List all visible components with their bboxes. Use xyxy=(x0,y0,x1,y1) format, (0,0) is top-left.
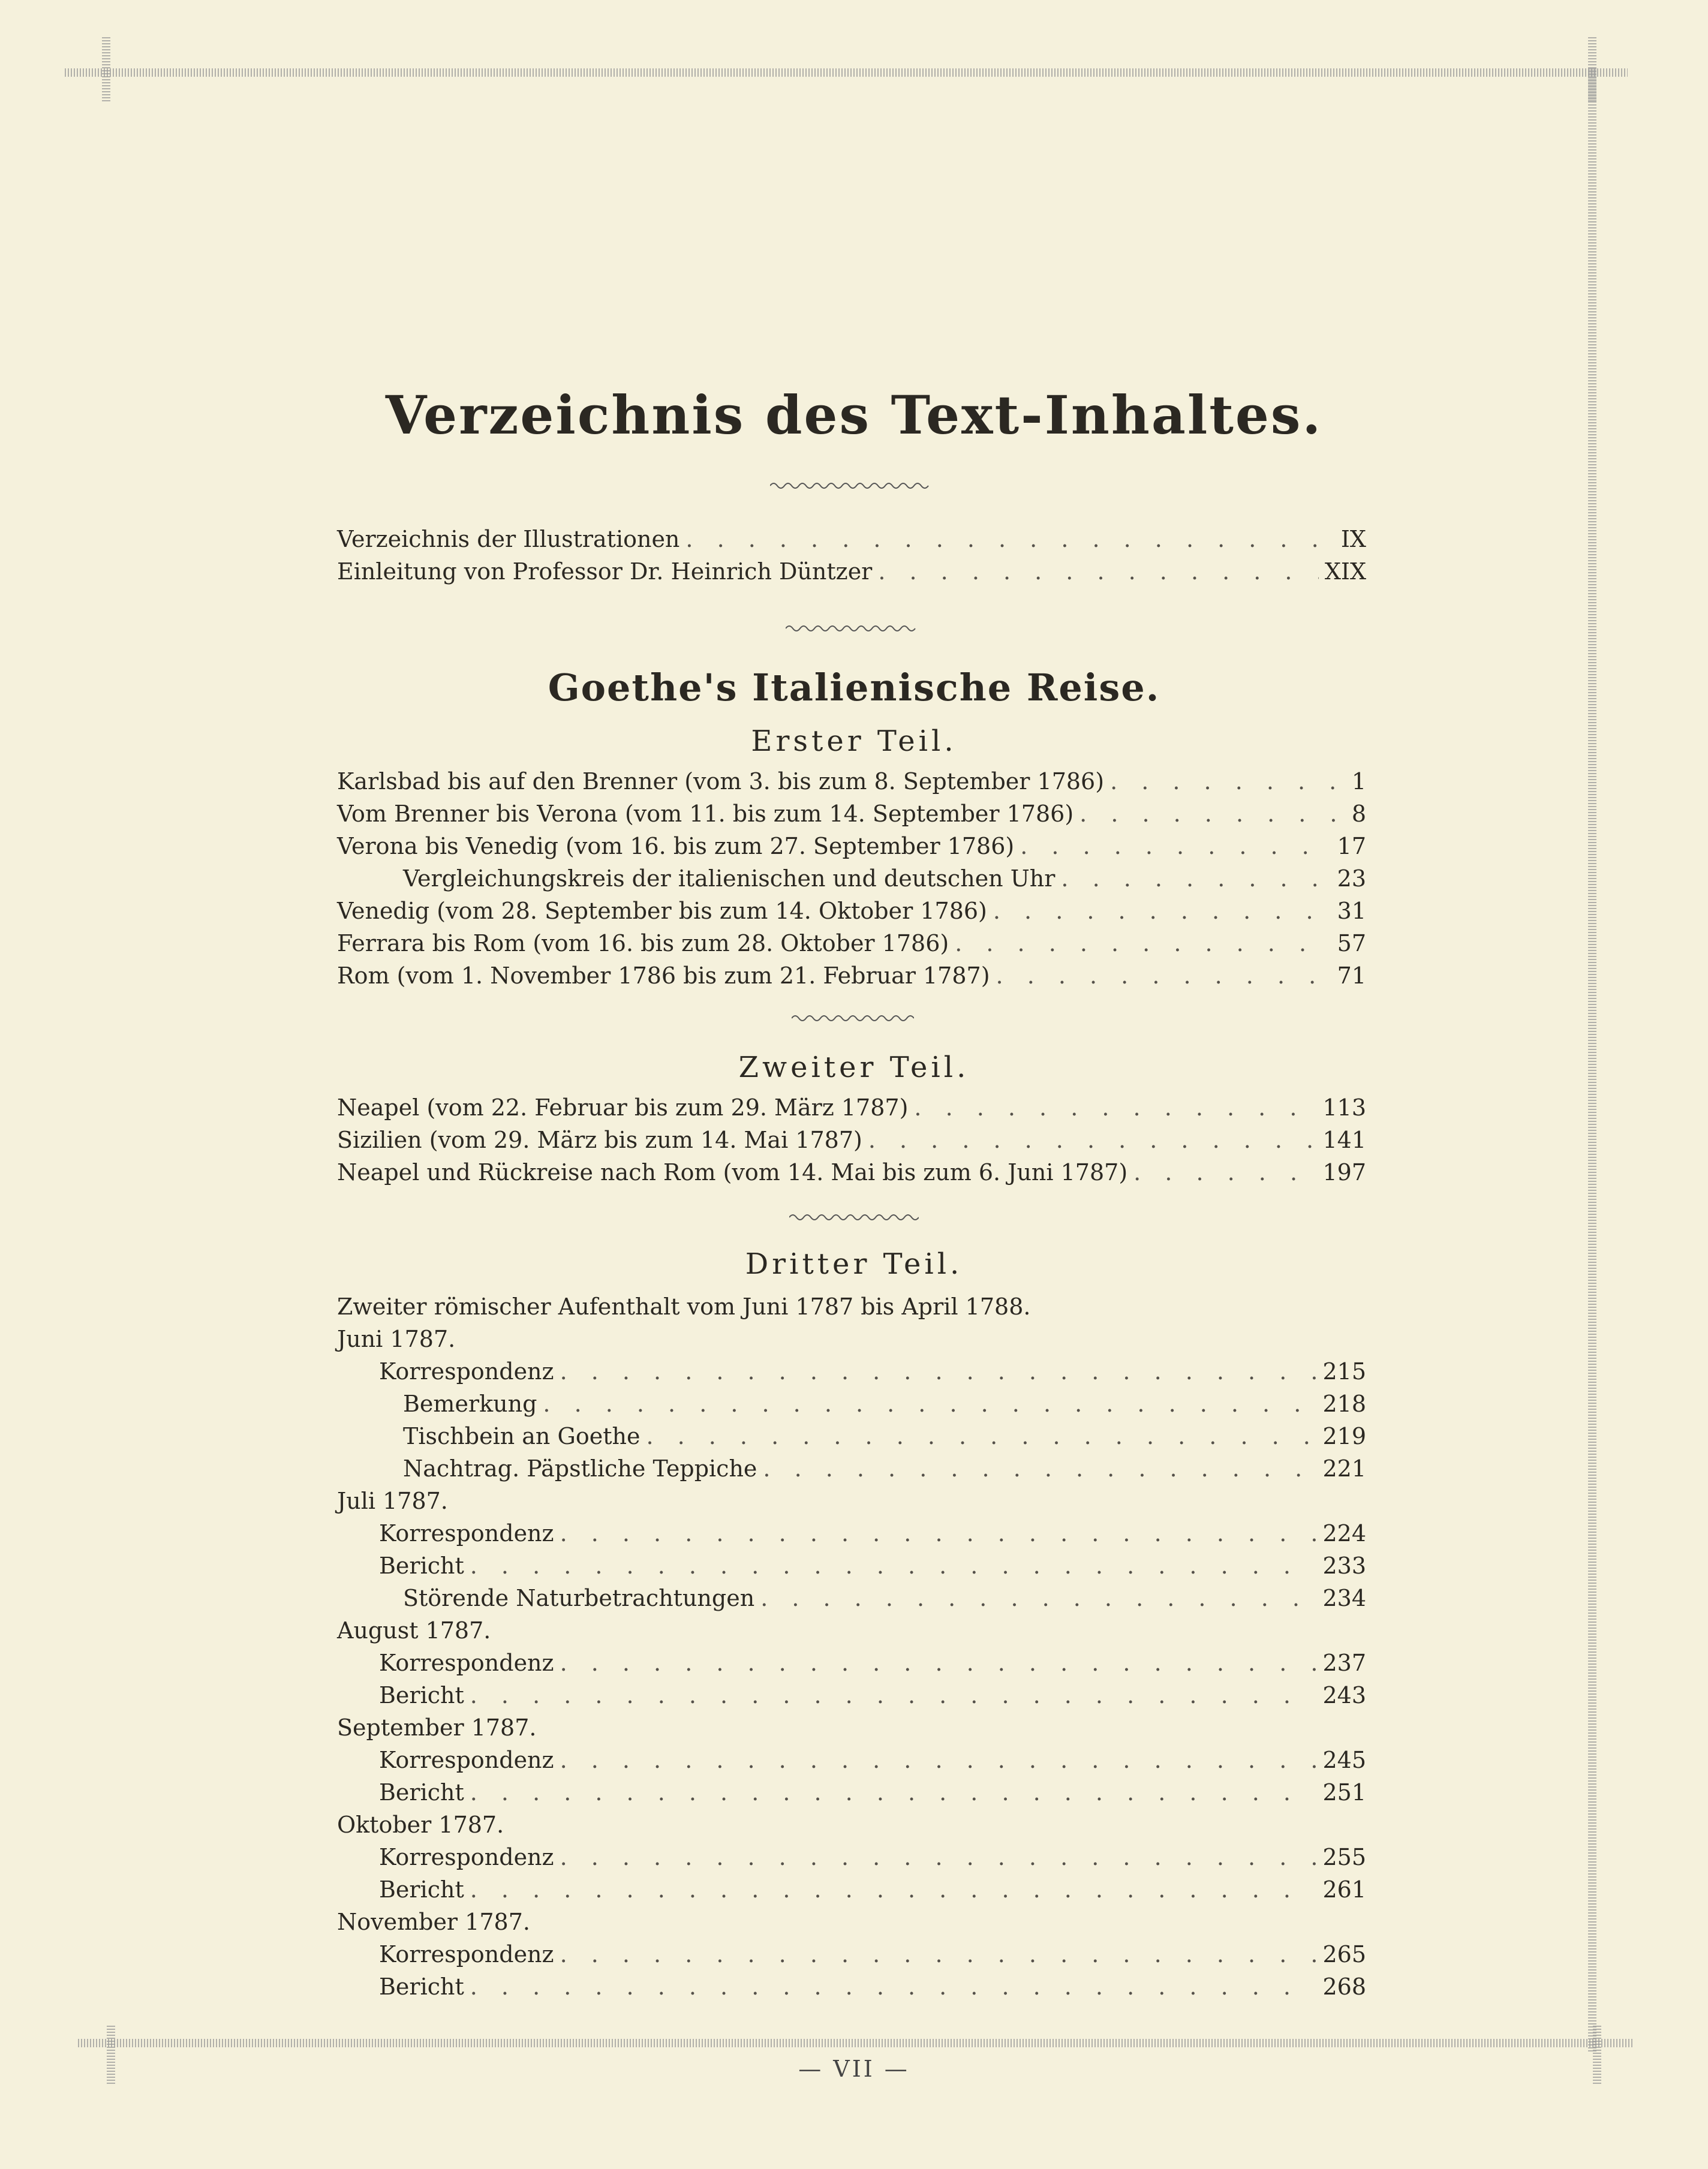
toc-label: Korrespondenz xyxy=(379,1520,554,1547)
toc-row[interactable] xyxy=(379,1938,1366,1971)
leader-dots xyxy=(470,1873,1317,1906)
toc-label: Vom Brenner bis Verona (vom 11. bis zum 14. September 1786) xyxy=(337,801,1074,827)
leader-dots xyxy=(560,1841,1317,1873)
leader-dots xyxy=(470,1550,1317,1582)
toc-page: 233 xyxy=(1322,1553,1366,1579)
toc-row[interactable] xyxy=(379,1971,1366,2003)
toc-page: 251 xyxy=(1322,1779,1366,1806)
toc-row[interactable] xyxy=(337,523,1366,555)
toc-page: 8 xyxy=(1351,801,1366,827)
part-heading: Dritter Teil. xyxy=(745,1247,963,1281)
ornament-divider xyxy=(789,1211,919,1223)
toc-page: 268 xyxy=(1322,1974,1366,2000)
month-heading: August 1787. xyxy=(337,1617,491,1644)
toc-row[interactable] xyxy=(379,1776,1366,1809)
toc-page: 31 xyxy=(1337,898,1366,924)
toc-page: 255 xyxy=(1322,1844,1366,1870)
toc-row[interactable] xyxy=(379,1517,1366,1550)
toc-label: Bericht xyxy=(379,1682,464,1708)
leader-dots xyxy=(1079,798,1346,830)
toc-label: Tischbein an Goethe xyxy=(403,1423,640,1449)
toc-page: 234 xyxy=(1322,1585,1366,1611)
leader-dots xyxy=(685,523,1335,555)
toc-label: Korrespondenz xyxy=(379,1358,554,1385)
toc-page: 221 xyxy=(1322,1455,1366,1482)
leader-dots xyxy=(1110,765,1346,798)
toc-label: Einleitung von Professor Dr. Heinrich Düntzer xyxy=(337,558,873,585)
leader-dots xyxy=(560,1647,1317,1679)
toc-page: 17 xyxy=(1337,833,1366,859)
month-heading: Juni 1787. xyxy=(337,1326,456,1352)
toc-row[interactable] xyxy=(403,1420,1366,1452)
leader-dots xyxy=(470,1776,1317,1809)
toc-page: 71 xyxy=(1337,962,1366,989)
toc-label: Störende Naturbetrachtungen xyxy=(403,1585,755,1611)
toc-row[interactable] xyxy=(403,862,1366,895)
toc-label: Neapel (vom 22. Februar bis zum 29. März 1787) xyxy=(337,1094,909,1121)
toc-label: Bericht xyxy=(379,1779,464,1806)
toc-row[interactable] xyxy=(379,1873,1366,1906)
top-left-corner-rule xyxy=(102,37,110,103)
toc-page: 141 xyxy=(1322,1127,1366,1153)
toc-row[interactable] xyxy=(337,1124,1366,1156)
toc-page: 215 xyxy=(1322,1358,1366,1385)
toc-label: Korrespondenz xyxy=(379,1650,554,1676)
ornament-divider xyxy=(770,480,931,492)
toc-label: Neapel und Rückreise nach Rom (vom 14. Mai bis zum 6. Juni 1787) xyxy=(337,1159,1128,1186)
leader-dots xyxy=(996,959,1331,992)
leader-dots xyxy=(878,555,1319,588)
toc-label: Vergleichungskreis der italienischen und deutschen Uhr xyxy=(403,865,1056,892)
toc-row[interactable] xyxy=(403,1452,1366,1485)
toc-page: 113 xyxy=(1322,1094,1366,1121)
bottom-border-rule xyxy=(78,2039,1632,2047)
leader-dots xyxy=(470,1679,1317,1711)
month-heading: Oktober 1787. xyxy=(337,1812,504,1838)
part-heading: Zweiter Teil. xyxy=(738,1051,970,1084)
leader-dots xyxy=(955,927,1331,959)
toc-label: Bemerkung xyxy=(403,1391,537,1417)
leader-dots xyxy=(646,1420,1316,1452)
leader-dots xyxy=(560,1744,1317,1776)
toc-page: 237 xyxy=(1322,1650,1366,1676)
month-heading: November 1787. xyxy=(337,1909,530,1935)
toc-label: Korrespondenz xyxy=(379,1941,554,1968)
month-heading: Juli 1787. xyxy=(337,1488,448,1514)
leader-dots xyxy=(543,1388,1316,1420)
toc-label: Nachtrag. Päpstliche Teppiche xyxy=(403,1455,757,1482)
toc-row[interactable] xyxy=(403,1582,1366,1614)
leader-dots xyxy=(560,1517,1317,1550)
toc-label: Bericht xyxy=(379,1553,464,1579)
leader-dots xyxy=(1020,830,1331,862)
leader-dots xyxy=(993,895,1331,927)
page-number: — VII — xyxy=(798,2056,910,2082)
page-title: Verzeichnis des Text-Inhaltes. xyxy=(385,384,1323,446)
toc-page: 23 xyxy=(1337,865,1366,892)
top-border-rule xyxy=(65,68,1628,77)
part-heading: Erster Teil. xyxy=(751,724,957,758)
leader-dots xyxy=(560,1938,1317,1971)
leader-dots xyxy=(868,1124,1317,1156)
leader-dots xyxy=(1061,862,1331,895)
toc-label: Bericht xyxy=(379,1876,464,1903)
toc-label: Ferrara bis Rom (vom 16. bis zum 28. Oktober 1786) xyxy=(337,930,949,956)
toc-row[interactable] xyxy=(337,1091,1366,1124)
leader-dots xyxy=(760,1582,1316,1614)
toc-label: Venedig (vom 28. September bis zum 14. Oktober 1786) xyxy=(337,898,987,924)
toc-row[interactable] xyxy=(337,959,1366,992)
toc-label: Korrespondenz xyxy=(379,1747,554,1773)
toc-row[interactable] xyxy=(379,1841,1366,1873)
leader-dots xyxy=(763,1452,1316,1485)
toc-label: Korrespondenz xyxy=(379,1844,554,1870)
toc-page: 219 xyxy=(1322,1423,1366,1449)
toc-page: 261 xyxy=(1322,1876,1366,1903)
toc-page: 218 xyxy=(1322,1391,1366,1417)
toc-row[interactable] xyxy=(379,1550,1366,1582)
toc-row[interactable] xyxy=(403,1388,1366,1420)
toc-row[interactable] xyxy=(337,1156,1366,1189)
toc-page: 245 xyxy=(1322,1747,1366,1773)
toc-page: 224 xyxy=(1322,1520,1366,1547)
toc-page: 243 xyxy=(1322,1682,1366,1708)
toc-row[interactable] xyxy=(379,1744,1366,1776)
toc-row[interactable] xyxy=(379,1679,1366,1711)
toc-row[interactable] xyxy=(337,927,1366,959)
toc-label: Bericht xyxy=(379,1974,464,2000)
toc-row[interactable] xyxy=(337,830,1366,862)
month-heading: September 1787. xyxy=(337,1714,537,1741)
toc-row[interactable] xyxy=(379,1355,1366,1388)
ornament-divider xyxy=(792,1012,914,1024)
toc-label: Verzeichnis der Illustrationen xyxy=(337,526,680,552)
toc-label: Verona bis Venedig (vom 16. bis zum 27. September 1786) xyxy=(337,833,1015,859)
toc-page: 197 xyxy=(1322,1159,1366,1186)
book-title: Goethe's Italienische Reise. xyxy=(548,666,1160,709)
toc-label: Karlsbad bis auf den Brenner (vom 3. bis zum 8. September 1786) xyxy=(337,768,1105,795)
toc-page: IX xyxy=(1340,526,1366,552)
part-intro: Zweiter römischer Aufenthalt vom Juni 1787 bis April 1788. xyxy=(337,1293,1031,1320)
toc-row[interactable] xyxy=(379,1647,1366,1679)
leader-dots xyxy=(1133,1156,1316,1189)
toc-page: 57 xyxy=(1337,930,1366,956)
ornament-divider xyxy=(786,622,918,634)
leader-dots xyxy=(560,1355,1317,1388)
toc-row[interactable] xyxy=(337,765,1366,798)
toc-page: 1 xyxy=(1351,768,1366,795)
toc-label: Rom (vom 1. November 1786 bis zum 21. Februar 1787) xyxy=(337,962,990,989)
toc-row[interactable] xyxy=(337,798,1366,830)
toc-label: Sizilien (vom 29. März bis zum 14. Mai 1787) xyxy=(337,1127,862,1153)
leader-dots xyxy=(470,1971,1317,2003)
toc-row[interactable] xyxy=(337,895,1366,927)
toc-page: XIX xyxy=(1324,558,1366,585)
toc-row[interactable] xyxy=(337,555,1366,588)
toc-page: 265 xyxy=(1322,1941,1366,1968)
leader-dots xyxy=(914,1091,1316,1124)
